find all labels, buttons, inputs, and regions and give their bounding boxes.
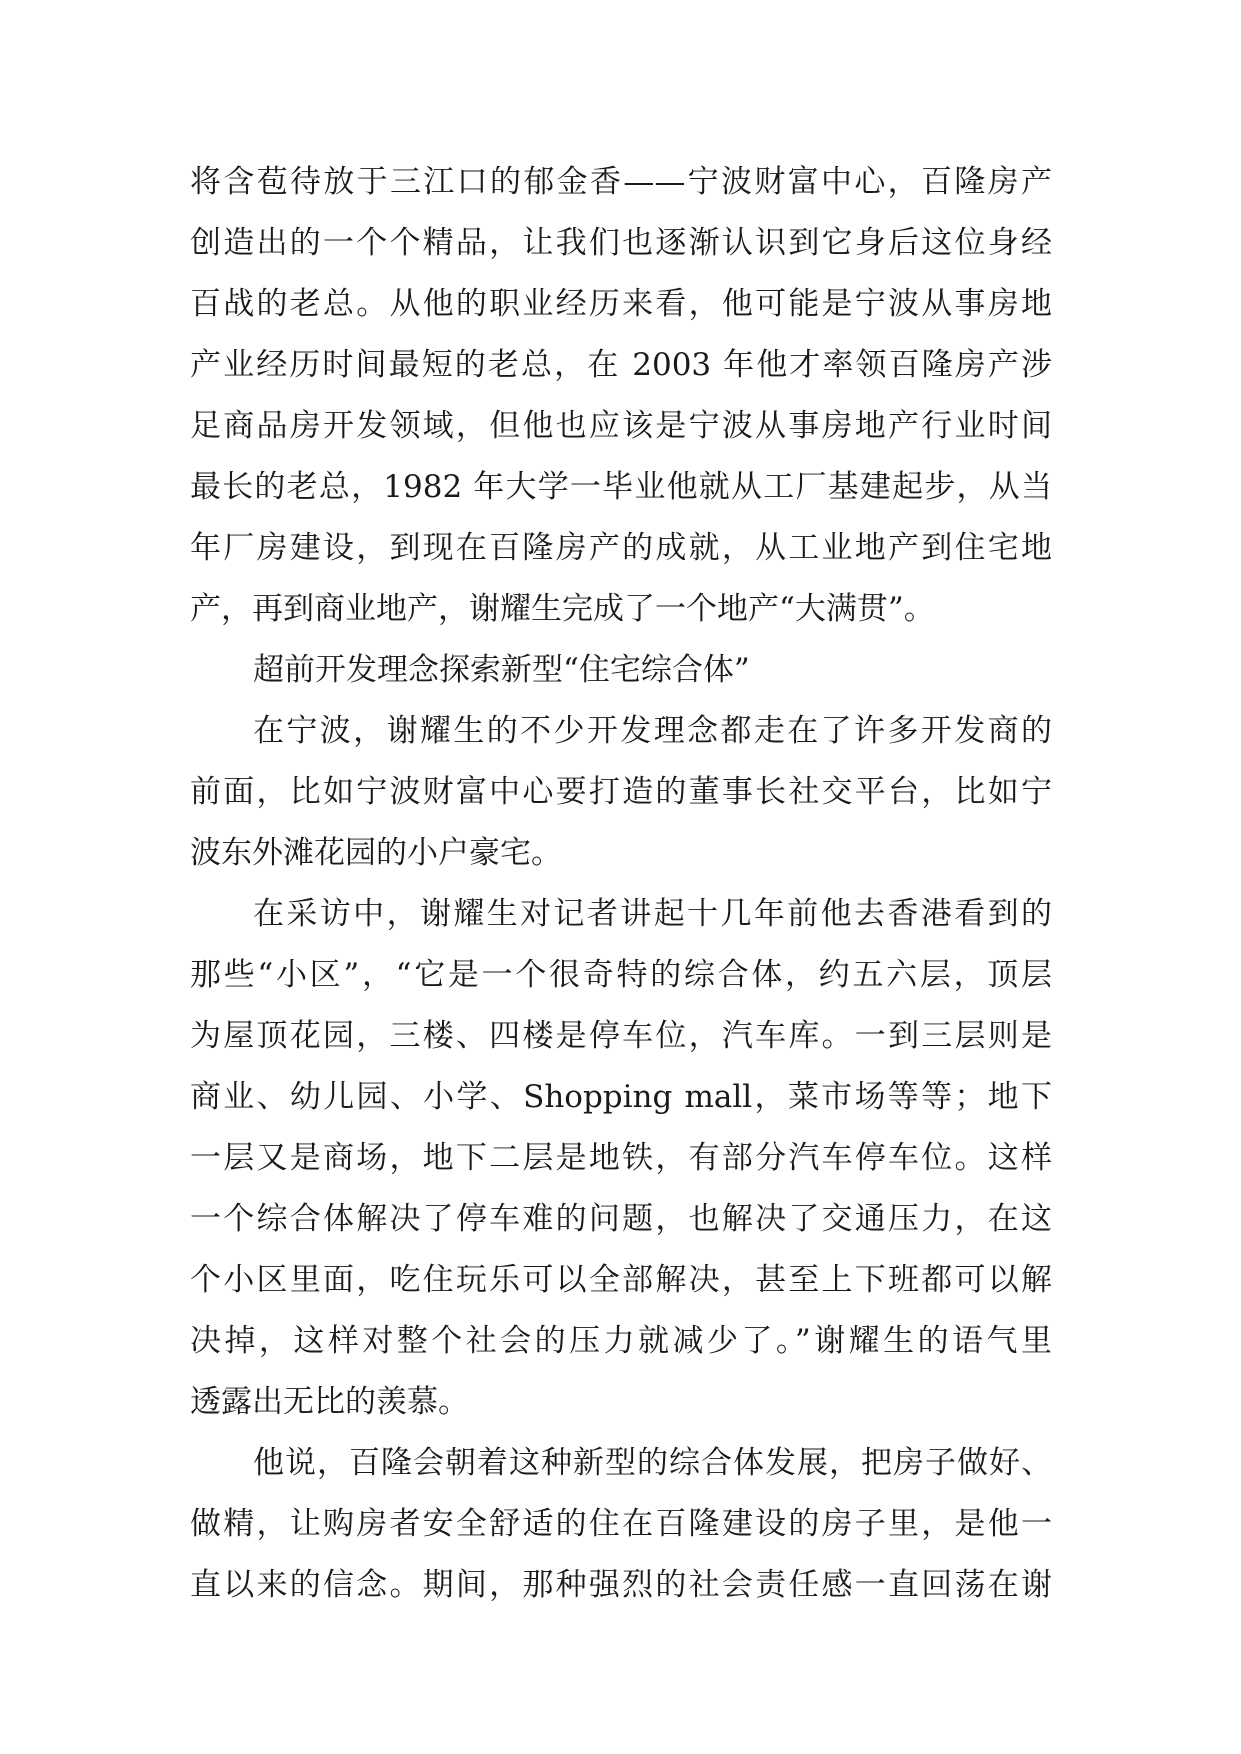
text-line: 商业、幼儿园、小学、Shopping mall，菜市场等等；地下 [190, 1079, 1052, 1115]
text-line: 一层又是商场，地下二层是地铁，有部分汽车停车位。这样 [190, 1140, 1052, 1176]
text-line: 百战的老总。从他的职业经历来看，他可能是宁波从事房地 [190, 286, 1052, 322]
text-line: 将含苞待放于三江口的郁金香——宁波财富中心，百隆房产 [190, 164, 1052, 200]
text-line: 最长的老总，1982 年大学一毕业他就从工厂基建起步，从当 [190, 469, 1052, 505]
text-line: 个小区里面，吃住玩乐可以全部解决，甚至上下班都可以解 [190, 1262, 1052, 1298]
text-line: 在采访中，谢耀生对记者讲起十几年前他去香港看到的 [253, 896, 1052, 932]
text-line: 前面，比如宁波财富中心要打造的董事长社交平台，比如宁 [190, 774, 1052, 810]
text-line: 创造出的一个个精品，让我们也逐渐认识到它身后这位身经 [190, 225, 1052, 261]
text-line: 直以来的信念。期间，那种强烈的社会责任感一直回荡在谢 [190, 1567, 1052, 1603]
text-line: 决掉，这样对整个社会的压力就减少了。”谢耀生的语气里 [190, 1323, 1052, 1359]
section-heading: 超前开发理念探索新型“住宅综合体” [253, 652, 750, 688]
text-line: 做精，让购房者安全舒适的住在百隆建设的房子里，是他一 [190, 1506, 1052, 1542]
text-line: 在宁波，谢耀生的不少开发理念都走在了许多开发商的 [253, 713, 1052, 749]
text-line: 产业经历时间最短的老总，在 2003 年他才率领百隆房产涉 [190, 347, 1052, 383]
text-line: 波东外滩花园的小户豪宅。 [190, 835, 562, 871]
text-line: 一个综合体解决了停车难的问题，也解决了交通压力，在这 [190, 1201, 1052, 1237]
text-line: 足商品房开发领域，但他也应该是宁波从事房地产行业时间 [190, 408, 1052, 444]
text-line: 产，再到商业地产，谢耀生完成了一个地产“大满贯”。 [190, 591, 935, 627]
text-line: 透露出无比的羡慕。 [190, 1384, 469, 1420]
text-line: 为屋顶花园，三楼、四楼是停车位，汽车库。一到三层则是 [190, 1018, 1052, 1054]
text-line: 年厂房建设，到现在百隆房产的成就，从工业地产到住宅地 [190, 530, 1052, 566]
text-line: 他说，百隆会朝着这种新型的综合体发展，把房子做好、 [253, 1445, 1052, 1481]
text-line: 那些“小区”，“它是一个很奇特的综合体，约五六层，顶层 [190, 957, 1052, 993]
